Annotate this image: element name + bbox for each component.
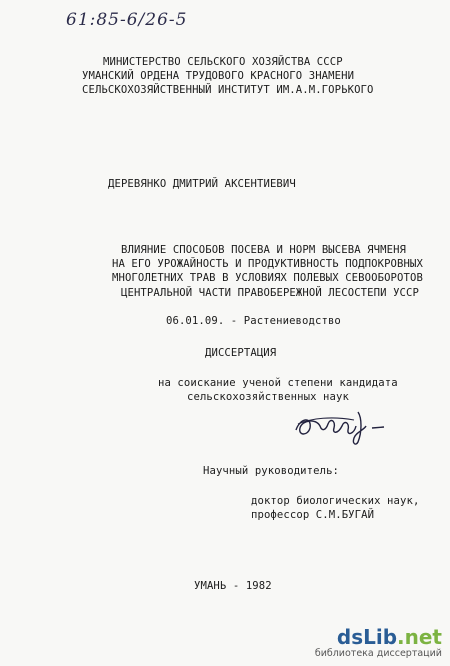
supervisor-label: Научный руководитель:	[203, 465, 340, 477]
title-line-3: МНОГОЛЕТНИХ ТРАВ В УСЛОВИЯХ ПОЛЕВЫХ СЕВООБОРОТОВ	[112, 272, 423, 284]
supervisor-line-2: профессор С.М.БУГАЙ	[251, 509, 375, 521]
header-line-3: СЕЛЬСКОХОЗЯЙСТВЕННЫЙ ИНСТИТУТ ИМ.А.М.ГОРЬКОГО	[82, 84, 374, 96]
place-year: УМАНЬ - 1982	[194, 580, 272, 592]
degree-line-2: сельскохозяйственных наук	[187, 391, 349, 403]
watermark-subtitle: библиотека диссертаций	[314, 648, 442, 659]
header-line-2: УМАНСКИЙ ОРДЕНА ТРУДОВОГО КРАСНОГО ЗНАМЕНИ	[82, 70, 355, 82]
title-line-1: ВЛИЯНИЕ СПОСОБОВ ПОСЕВА И НОРМ ВЫСЕВА ЯЧМЕНЯ	[121, 244, 407, 256]
author-name: ДЕРЕВЯНКО ДМИТРИЙ АКСЕНТИЕВИЧ	[108, 178, 296, 190]
degree-line-1: на соискание ученой степени кандидата	[158, 377, 398, 389]
supervisor-line-1: доктор биологических наук,	[251, 495, 420, 507]
signature	[292, 404, 396, 446]
title-line-2: НА ЕГО УРОЖАЙНОСТЬ И ПРОДУКТИВНОСТЬ ПОДПОКРОВНЫХ	[112, 258, 423, 270]
watermark[interactable]	[315, 626, 442, 660]
header-line-1: МИНИСТЕРСТВО СЕЛЬСКОГО ХОЗЯЙСТВА СССР	[103, 56, 343, 68]
specialty: 06.01.09. - Растениеводство	[166, 315, 341, 327]
title-line-4: ЦЕНТРАЛЬНОЙ ЧАСТИ ПРАВОБЕРЕЖНОЙ ЛЕСОСТЕПИ УССР	[121, 287, 419, 299]
archive-mark: 61:85-6/26-5	[66, 10, 188, 30]
watermark-logo[interactable]: dsLib.net	[336, 625, 442, 649]
document-type: ДИССЕРТАЦИЯ	[205, 347, 277, 359]
